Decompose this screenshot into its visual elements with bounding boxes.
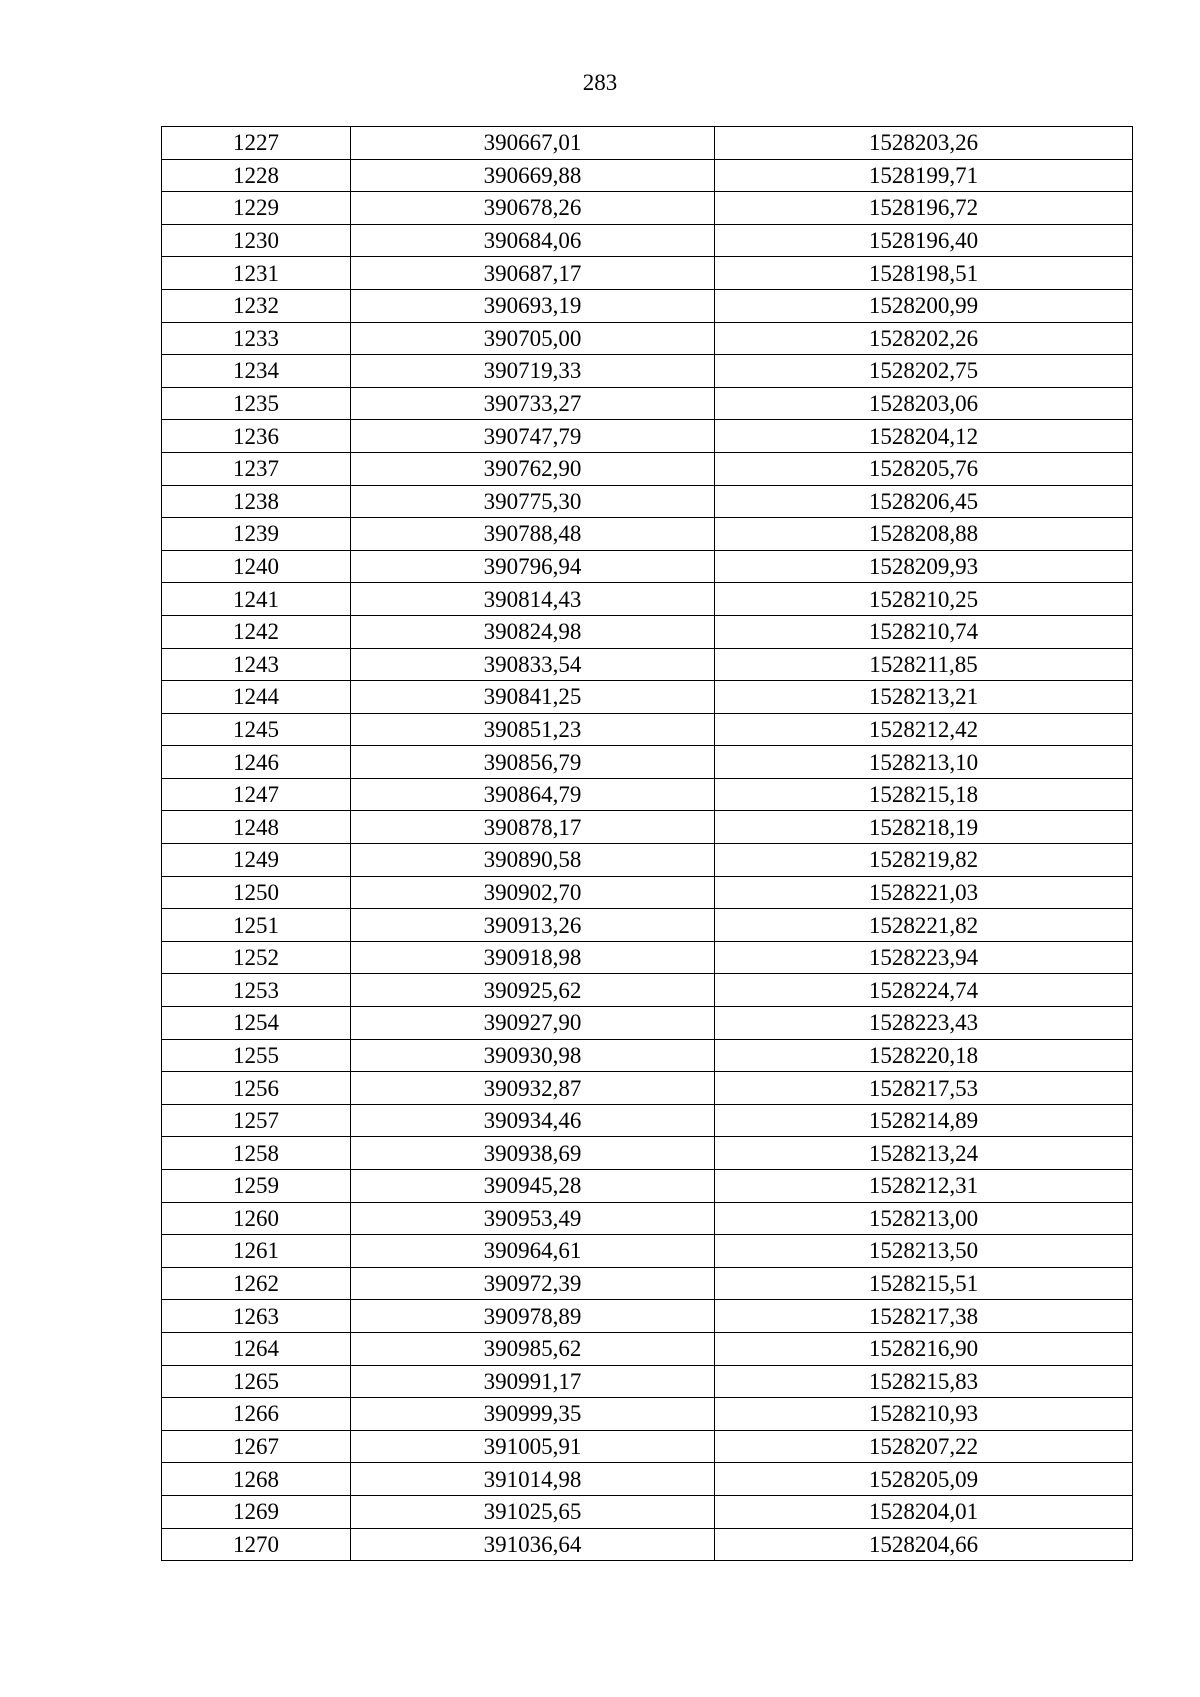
- point-number-cell: 1231: [162, 257, 351, 290]
- y-coordinate-cell: 1528214,89: [715, 1104, 1133, 1137]
- point-number-cell: 1268: [162, 1463, 351, 1496]
- x-coordinate-cell: 390978,89: [351, 1300, 715, 1333]
- table-row: [162, 1039, 1133, 1072]
- y-coordinate-cell: 1528217,38: [715, 1300, 1133, 1333]
- table-row: [162, 322, 1133, 355]
- y-coordinate-cell: 1528196,40: [715, 224, 1133, 257]
- table-row: [162, 159, 1133, 192]
- point-number-cell: 1253: [162, 974, 351, 1007]
- y-coordinate-cell: 1528205,76: [715, 452, 1133, 485]
- point-number-cell: 1262: [162, 1267, 351, 1300]
- table-row: [162, 1300, 1133, 1333]
- y-coordinate-cell: 1528213,24: [715, 1137, 1133, 1170]
- x-coordinate-cell: 390684,06: [351, 224, 715, 257]
- x-coordinate-cell: 390788,48: [351, 518, 715, 551]
- y-coordinate-cell: 1528204,12: [715, 420, 1133, 453]
- table-row: [162, 485, 1133, 518]
- point-number-cell: 1251: [162, 909, 351, 942]
- coordinates-table: [161, 126, 1133, 1561]
- point-number-cell: 1256: [162, 1072, 351, 1105]
- table-row: [162, 876, 1133, 909]
- table-row: [162, 1235, 1133, 1268]
- point-number-cell: 1242: [162, 615, 351, 648]
- y-coordinate-cell: 1528202,26: [715, 322, 1133, 355]
- table-row: [162, 713, 1133, 746]
- table-row: [162, 1463, 1133, 1496]
- point-number-cell: 1267: [162, 1430, 351, 1463]
- x-coordinate-cell: 390925,62: [351, 974, 715, 1007]
- y-coordinate-cell: 1528213,21: [715, 681, 1133, 714]
- x-coordinate-cell: 390814,43: [351, 583, 715, 616]
- point-number-cell: 1244: [162, 681, 351, 714]
- x-coordinate-cell: 390669,88: [351, 159, 715, 192]
- point-number-cell: 1269: [162, 1495, 351, 1528]
- table-row: [162, 355, 1133, 388]
- table-row: [162, 1365, 1133, 1398]
- y-coordinate-cell: 1528196,72: [715, 192, 1133, 225]
- x-coordinate-cell: 390913,26: [351, 909, 715, 942]
- y-coordinate-cell: 1528217,53: [715, 1072, 1133, 1105]
- y-coordinate-cell: 1528221,82: [715, 909, 1133, 942]
- y-coordinate-cell: 1528219,82: [715, 844, 1133, 877]
- point-number-cell: 1270: [162, 1528, 351, 1561]
- y-coordinate-cell: 1528208,88: [715, 518, 1133, 551]
- table-row: [162, 1007, 1133, 1040]
- x-coordinate-cell: 390762,90: [351, 452, 715, 485]
- y-coordinate-cell: 1528200,99: [715, 289, 1133, 322]
- y-coordinate-cell: 1528213,00: [715, 1202, 1133, 1235]
- point-number-cell: 1237: [162, 452, 351, 485]
- x-coordinate-cell: 390890,58: [351, 844, 715, 877]
- y-coordinate-cell: 1528224,74: [715, 974, 1133, 1007]
- point-number-cell: 1258: [162, 1137, 351, 1170]
- table-row: [162, 289, 1133, 322]
- table-row: [162, 1332, 1133, 1365]
- point-number-cell: 1261: [162, 1235, 351, 1268]
- x-coordinate-cell: 390824,98: [351, 615, 715, 648]
- point-number-cell: 1233: [162, 322, 351, 355]
- x-coordinate-cell: 390705,00: [351, 322, 715, 355]
- table-row: [162, 224, 1133, 257]
- table-row: [162, 583, 1133, 616]
- x-coordinate-cell: 390719,33: [351, 355, 715, 388]
- point-number-cell: 1236: [162, 420, 351, 453]
- table-row: [162, 192, 1133, 225]
- y-coordinate-cell: 1528204,01: [715, 1495, 1133, 1528]
- y-coordinate-cell: 1528223,94: [715, 941, 1133, 974]
- x-coordinate-cell: 390938,69: [351, 1137, 715, 1170]
- x-coordinate-cell: 390972,39: [351, 1267, 715, 1300]
- y-coordinate-cell: 1528215,83: [715, 1365, 1133, 1398]
- point-number-cell: 1228: [162, 159, 351, 192]
- point-number-cell: 1243: [162, 648, 351, 681]
- y-coordinate-cell: 1528221,03: [715, 876, 1133, 909]
- table-row: [162, 746, 1133, 779]
- x-coordinate-cell: 390856,79: [351, 746, 715, 779]
- y-coordinate-cell: 1528207,22: [715, 1430, 1133, 1463]
- x-coordinate-cell: 390902,70: [351, 876, 715, 909]
- table-row: [162, 681, 1133, 714]
- x-coordinate-cell: 390932,87: [351, 1072, 715, 1105]
- point-number-cell: 1241: [162, 583, 351, 616]
- x-coordinate-cell: 391005,91: [351, 1430, 715, 1463]
- point-number-cell: 1238: [162, 485, 351, 518]
- table-row: [162, 1072, 1133, 1105]
- y-coordinate-cell: 1528215,51: [715, 1267, 1133, 1300]
- y-coordinate-cell: 1528202,75: [715, 355, 1133, 388]
- y-coordinate-cell: 1528210,25: [715, 583, 1133, 616]
- x-coordinate-cell: 390985,62: [351, 1332, 715, 1365]
- y-coordinate-cell: 1528209,93: [715, 550, 1133, 583]
- table-row: [162, 941, 1133, 974]
- table-row: [162, 1267, 1133, 1300]
- table-row: [162, 778, 1133, 811]
- point-number-cell: 1252: [162, 941, 351, 974]
- x-coordinate-cell: 390964,61: [351, 1235, 715, 1268]
- point-number-cell: 1234: [162, 355, 351, 388]
- point-number-cell: 1255: [162, 1039, 351, 1072]
- table-row: [162, 1528, 1133, 1561]
- x-coordinate-cell: 391025,65: [351, 1495, 715, 1528]
- x-coordinate-cell: 390747,79: [351, 420, 715, 453]
- point-number-cell: 1259: [162, 1170, 351, 1203]
- table-row: [162, 1430, 1133, 1463]
- table-row: [162, 518, 1133, 551]
- table-row: [162, 1170, 1133, 1203]
- x-coordinate-cell: 390991,17: [351, 1365, 715, 1398]
- x-coordinate-cell: 390775,30: [351, 485, 715, 518]
- x-coordinate-cell: 390851,23: [351, 713, 715, 746]
- x-coordinate-cell: 390878,17: [351, 811, 715, 844]
- table-row: [162, 127, 1133, 160]
- table-row: [162, 550, 1133, 583]
- table-row: [162, 1398, 1133, 1431]
- table-row: [162, 909, 1133, 942]
- y-coordinate-cell: 1528206,45: [715, 485, 1133, 518]
- x-coordinate-cell: 390841,25: [351, 681, 715, 714]
- y-coordinate-cell: 1528204,66: [715, 1528, 1133, 1561]
- point-number-cell: 1265: [162, 1365, 351, 1398]
- y-coordinate-cell: 1528216,90: [715, 1332, 1133, 1365]
- x-coordinate-cell: 390934,46: [351, 1104, 715, 1137]
- x-coordinate-cell: 391014,98: [351, 1463, 715, 1496]
- y-coordinate-cell: 1528213,50: [715, 1235, 1133, 1268]
- y-coordinate-cell: 1528220,18: [715, 1039, 1133, 1072]
- y-coordinate-cell: 1528212,31: [715, 1170, 1133, 1203]
- point-number-cell: 1229: [162, 192, 351, 225]
- point-number-cell: 1250: [162, 876, 351, 909]
- x-coordinate-cell: 390999,35: [351, 1398, 715, 1431]
- table-row: [162, 648, 1133, 681]
- y-coordinate-cell: 1528218,19: [715, 811, 1133, 844]
- table-row: [162, 420, 1133, 453]
- table-row: [162, 1495, 1133, 1528]
- y-coordinate-cell: 1528215,18: [715, 778, 1133, 811]
- point-number-cell: 1260: [162, 1202, 351, 1235]
- point-number-cell: 1248: [162, 811, 351, 844]
- x-coordinate-cell: 390953,49: [351, 1202, 715, 1235]
- point-number-cell: 1232: [162, 289, 351, 322]
- table-row: [162, 452, 1133, 485]
- point-number-cell: 1254: [162, 1007, 351, 1040]
- point-number-cell: 1257: [162, 1104, 351, 1137]
- x-coordinate-cell: 390833,54: [351, 648, 715, 681]
- x-coordinate-cell: 390678,26: [351, 192, 715, 225]
- x-coordinate-cell: 390927,90: [351, 1007, 715, 1040]
- table-row: [162, 844, 1133, 877]
- y-coordinate-cell: 1528199,71: [715, 159, 1133, 192]
- point-number-cell: 1249: [162, 844, 351, 877]
- y-coordinate-cell: 1528212,42: [715, 713, 1133, 746]
- y-coordinate-cell: 1528203,26: [715, 127, 1133, 160]
- x-coordinate-cell: 390918,98: [351, 941, 715, 974]
- table-row: [162, 1104, 1133, 1137]
- point-number-cell: 1227: [162, 127, 351, 160]
- y-coordinate-cell: 1528223,43: [715, 1007, 1133, 1040]
- table-row: [162, 1137, 1133, 1170]
- x-coordinate-cell: 390930,98: [351, 1039, 715, 1072]
- page-number: 283: [582, 70, 618, 95]
- x-coordinate-cell: 390733,27: [351, 387, 715, 420]
- x-coordinate-cell: 390796,94: [351, 550, 715, 583]
- point-number-cell: 1264: [162, 1332, 351, 1365]
- point-number-cell: 1230: [162, 224, 351, 257]
- point-number-cell: 1247: [162, 778, 351, 811]
- table-body: [162, 127, 1133, 1561]
- point-number-cell: 1263: [162, 1300, 351, 1333]
- x-coordinate-cell: 390864,79: [351, 778, 715, 811]
- x-coordinate-cell: 390693,19: [351, 289, 715, 322]
- point-number-cell: 1246: [162, 746, 351, 779]
- point-number-cell: 1235: [162, 387, 351, 420]
- table-row: [162, 387, 1133, 420]
- table-row: [162, 257, 1133, 290]
- point-number-cell: 1240: [162, 550, 351, 583]
- y-coordinate-cell: 1528198,51: [715, 257, 1133, 290]
- x-coordinate-cell: 390945,28: [351, 1170, 715, 1203]
- x-coordinate-cell: 390687,17: [351, 257, 715, 290]
- table-row: [162, 615, 1133, 648]
- table-row: [162, 1202, 1133, 1235]
- x-coordinate-cell: 391036,64: [351, 1528, 715, 1561]
- y-coordinate-cell: 1528205,09: [715, 1463, 1133, 1496]
- y-coordinate-cell: 1528210,74: [715, 615, 1133, 648]
- table-row: [162, 811, 1133, 844]
- y-coordinate-cell: 1528213,10: [715, 746, 1133, 779]
- point-number-cell: 1245: [162, 713, 351, 746]
- point-number-cell: 1266: [162, 1398, 351, 1431]
- table-row: [162, 974, 1133, 1007]
- y-coordinate-cell: 1528210,93: [715, 1398, 1133, 1431]
- x-coordinate-cell: 390667,01: [351, 127, 715, 160]
- point-number-cell: 1239: [162, 518, 351, 551]
- y-coordinate-cell: 1528211,85: [715, 648, 1133, 681]
- y-coordinate-cell: 1528203,06: [715, 387, 1133, 420]
